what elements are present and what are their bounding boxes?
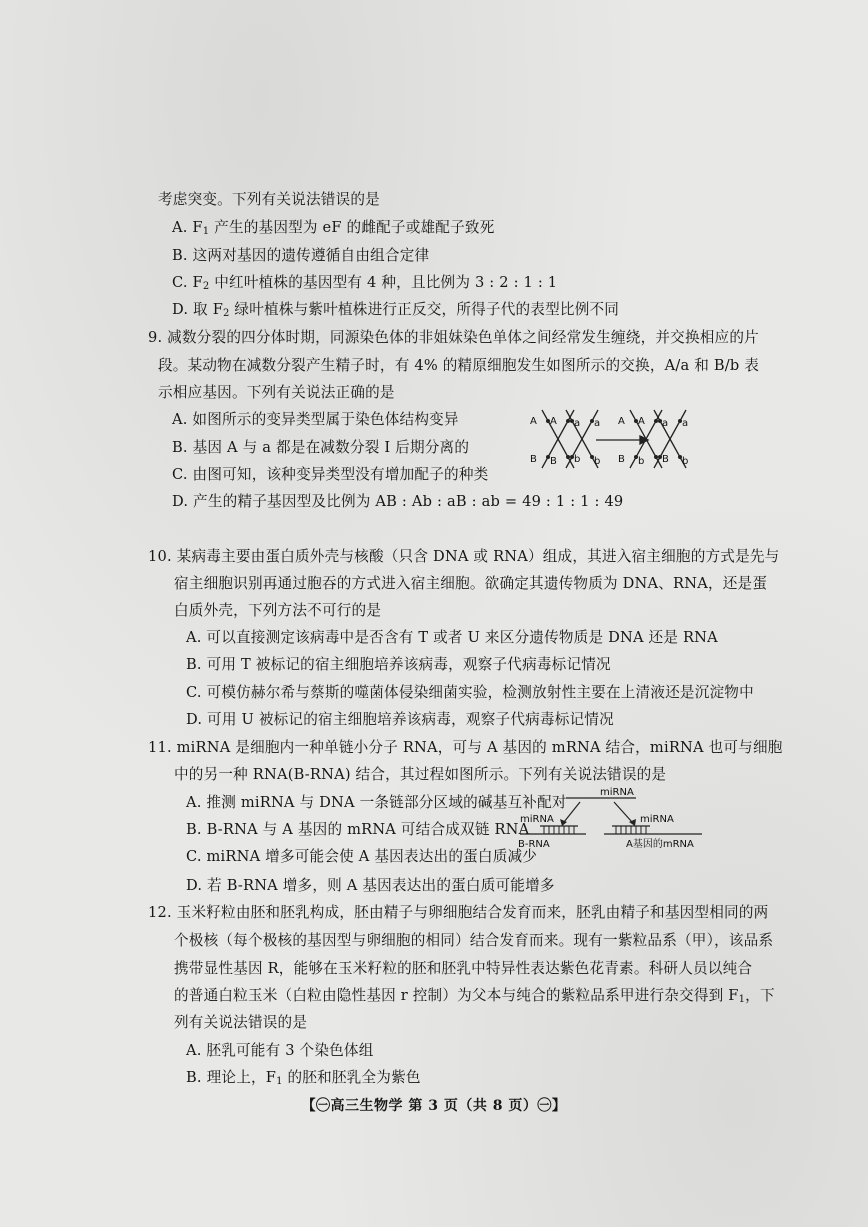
q10-stem-1: 10. 某病毒主要由蛋白质外壳与核酸（只含 DNA 或 RNA）组成，其进入宿主细胞的方式是先与 [148, 548, 780, 565]
gene-label: B [662, 454, 669, 465]
q10-option-b: B. 可用 T 被标记的宿主细胞培养该病毒，观察子代病毒标记情况 [186, 656, 611, 673]
gene-label: A [638, 416, 645, 427]
q9-option-d: D. 产生的精子基因型及比例为 AB : Ab : aB : ab = 49 : 1 : 1 : 49 [172, 493, 624, 510]
q11-option-a: A. 推测 miRNA 与 DNA 一条链部分区域的碱基互补配对 [186, 794, 567, 811]
gene-label: A [618, 416, 625, 427]
a-gene-mrna-label: A基因的mRNA [626, 839, 694, 850]
q9-crossover-figure [522, 404, 702, 478]
gene-label: A [530, 416, 537, 427]
gene-label: B [530, 454, 537, 465]
q9-option-b: B. 基因 A 与 a 都是在减数分裂 Ⅰ 后期分离的 [172, 439, 470, 456]
gene-label: a [662, 418, 669, 429]
q8-option-a: A. $F_1$ 产生的基因型为 eF 的雌配子或雄配子致死 [172, 219, 495, 237]
gene-label: a [594, 418, 601, 429]
q11-option-d: D. 若 B-RNA 增多，则 A 基因表达出的蛋白质可能增多 [186, 877, 555, 894]
q9-option-c: C. 由图可知，该种变异类型没有增加配子的种类 [172, 466, 489, 483]
q11-mirna-figure [516, 786, 706, 852]
gene-label: a [682, 418, 689, 429]
q11-option-b: B. B-RNA 与 A 基因的 mRNA 可结合成双链 RNA [186, 821, 530, 838]
q12-stem-1: 12. 玉米籽粒由胚和胚乳构成，胚由精子与卵细胞结合发育而来，胚乳由精子和基因型相同的两 [148, 904, 769, 921]
q8-option-d: D. 取 $F_2$ 绿叶植株与紫叶植株进行正反交，所得子代的表型比例不同 [172, 301, 620, 319]
q10-stem-2: 宿主细胞识别再通过胞吞的方式进入宿主细胞。欲确定其遗传物质为 DNA、RNA，还是蛋 [174, 575, 768, 592]
q11-stem-1: 11. miRNA 是细胞内一种单链小分子 RNA，可与 A 基因的 mRNA 结合，miRNA 也可与细胞 [148, 739, 783, 756]
mirna-right-label: miRNA [640, 814, 674, 825]
q9-stem-2: 段。某动物在减数分裂产生精子时，有 4% 的精原细胞发生如图所示的交换，A/a 和 B/b 表 [158, 357, 760, 374]
q8-option-b: B. 这两对基因的遗传遵循自由组合定律 [172, 247, 430, 264]
mirna-left-label: miRNA [520, 814, 554, 825]
b-rna-label: B-RNA [518, 839, 550, 850]
q12-stem-4: 的普通白粒玉米（白粒由隐性基因 r 控制）为父本与纯合的紫粒品系甲进行杂交得到 $F_1$，下 [174, 987, 775, 1005]
q12-stem-3: 携带显性基因 R，能够在玉米籽粒的胚和胚乳中特异性表达紫色花青素。科研人员以纯合 [174, 960, 753, 977]
mirna-top-label: miRNA [600, 787, 634, 798]
gene-label: A [550, 416, 557, 427]
gene-label: B [618, 454, 625, 465]
q10-stem-3: 白质外壳，下列方法不可行的是 [174, 602, 382, 619]
q11-stem-2: 中的另一种 RNA(B-RNA) 结合，其过程如图所示。下列有关说法错误的是 [174, 766, 667, 783]
q10-option-d: D. 可用 U 被标记的宿主细胞培养该病毒，观察子代病毒标记情况 [186, 711, 614, 728]
q9-option-a: A. 如图所示的变异类型属于染色体结构变异 [172, 411, 459, 428]
gene-label: a [574, 418, 581, 429]
gene-label: b [682, 456, 689, 467]
q10-option-a: A. 可以直接测定该病毒中是否含有 T 或者 U 来区分遗传物质是 DNA 还是 RNA [186, 629, 718, 646]
q8-option-c: C. $F_2$ 中红叶植株的基因型有 4 种，且比例为 3 : 2 : 1 : 1 [172, 274, 558, 292]
q9-stem-3: 示相应基因。下列有关说法正确的是 [158, 384, 395, 401]
gene-label: B [550, 456, 557, 467]
gene-label: b [638, 456, 645, 467]
q12-stem-2: 个极核（每个极核的基因型与卵细胞的相同）结合发育而来。现有一紫粒品系（甲），该品系 [174, 932, 774, 949]
q12-option-a: A. 胚乳可能有 3 个染色体组 [186, 1042, 374, 1059]
q8-intro: 考虑突变。下列有关说法错误的是 [158, 191, 380, 208]
q10-option-c: C. 可模仿赫尔希与蔡斯的噬菌体侵染细菌实验，检测放射性主要在上清液还是沉淀物中 [186, 684, 754, 701]
q11-option-c: C. miRNA 增多可能会使 A 基因表达出的蛋白质减少 [186, 848, 538, 865]
gene-label: b [574, 454, 581, 465]
q12-stem-5: 列有关说法错误的是 [174, 1014, 308, 1031]
q12-option-b: B. 理论上，$F_1$ 的胚和胚乳全为紫色 [186, 1069, 421, 1087]
page-footer: 【㊀高三生物学 第 3 页（共 8 页）㊀】 [301, 1098, 567, 1114]
q9-stem-1: 9. 减数分裂的四分体时期，同源染色体的非姐妹染色单体之间经常发生缠绕，并交换相应的片 [148, 329, 759, 346]
gene-label: b [594, 456, 601, 467]
